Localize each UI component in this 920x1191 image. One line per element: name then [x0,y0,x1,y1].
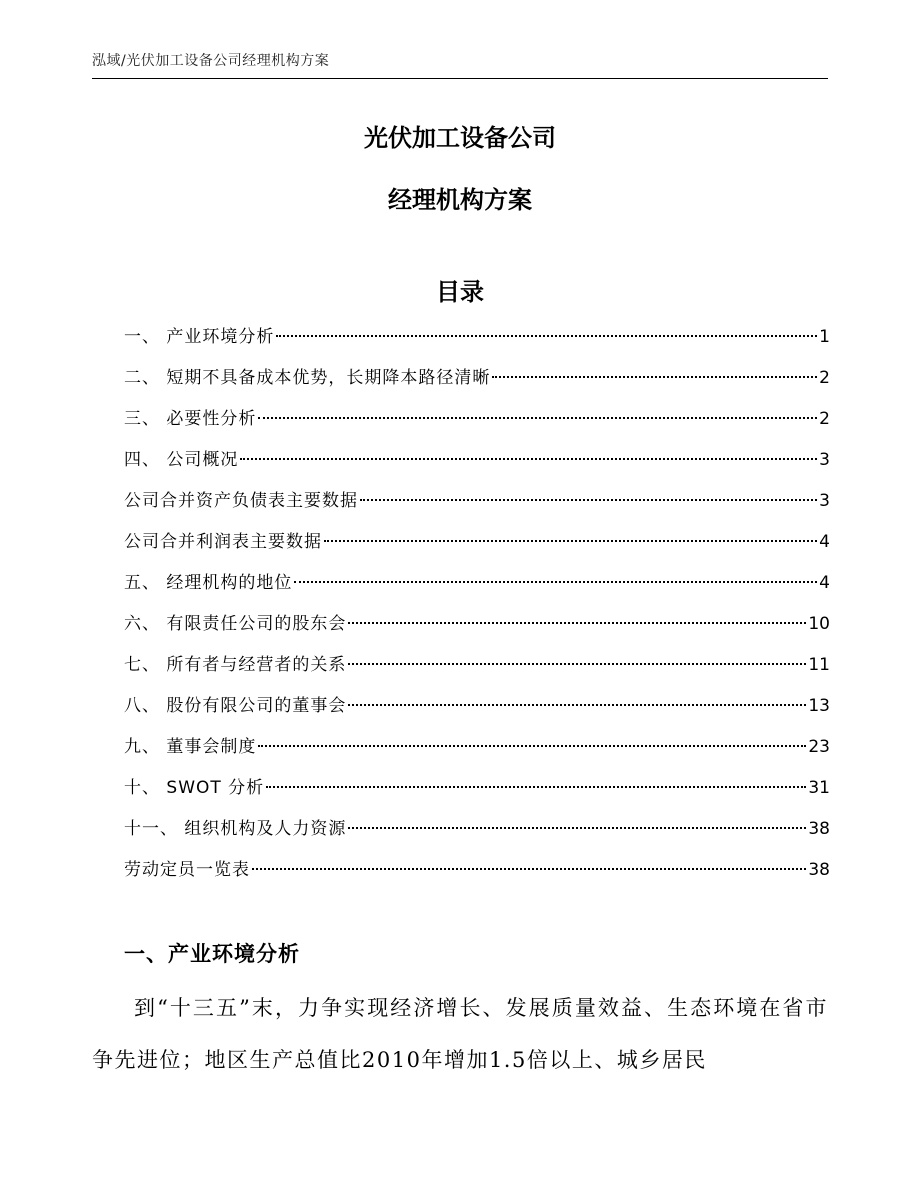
toc-leader-dots [348,827,806,829]
toc-entry-page: 23 [808,737,830,757]
toc-leader-dots [294,581,817,583]
header-divider [92,78,828,79]
toc-entry-label: 七、 所有者与经营者的关系 [124,655,347,675]
toc-entry-page: 11 [808,655,830,675]
toc-entry-page: 4 [819,532,830,552]
toc-entry-page: 4 [819,573,830,593]
toc-entry-label: 公司合并利润表主要数据 [124,532,322,552]
toc-leader-dots [348,704,806,706]
toc-entry-label: 五、 经理机构的地位 [124,573,293,593]
toc-entry-label: 劳动定员一览表 [124,860,250,880]
toc-entry-page: 3 [819,450,830,470]
toc-entry-page: 13 [808,696,830,716]
document-subtitle: 经理机构方案 [388,186,532,214]
toc-entry[interactable] [124,405,830,446]
toc-entry-page: 31 [808,778,830,798]
toc-entry[interactable] [124,323,830,364]
toc-entry-page: 2 [819,368,830,388]
toc-leader-dots [348,663,806,665]
toc-entry-page: 38 [808,819,830,839]
toc-leader-dots [258,745,806,747]
toc-entry-page: 38 [808,860,830,880]
toc-entry[interactable] [124,446,830,487]
toc-entry-label: 二、 短期不具备成本优势，长期降本路径清晰 [124,368,491,388]
toc-entry-label: 公司合并资产负债表主要数据 [124,491,358,511]
toc-leader-dots [252,868,806,870]
table-of-contents [124,323,830,897]
toc-leader-dots [348,622,806,624]
toc-leader-dots [492,376,817,378]
toc-entry[interactable] [124,733,830,774]
toc-leader-dots [276,335,817,337]
toc-leader-dots [324,540,817,542]
toc-entry[interactable] [124,487,830,528]
toc-entry-page: 2 [819,409,830,429]
toc-entry[interactable] [124,856,830,897]
body-paragraph: 到“十三五”末，力争实现经济增长、发展质量效益、生态环境在省市争先进位；地区生产总值比2010年增加1.5倍以上、城乡居民 [92,996,828,1072]
toc-entry[interactable] [124,651,830,692]
toc-heading: 目录 [436,278,484,306]
toc-leader-dots [240,458,817,460]
toc-entry[interactable] [124,610,830,651]
toc-entry-label: 十、 SWOT 分析 [124,778,265,798]
toc-entry-label: 九、 董事会制度 [124,737,257,757]
toc-leader-dots [266,786,806,788]
toc-entry[interactable] [124,774,830,815]
toc-entry-page: 3 [819,491,830,511]
toc-entry-label: 三、 必要性分析 [124,409,257,429]
section-heading: 一、产业环境分析 [124,942,300,966]
toc-entry[interactable] [124,364,830,405]
toc-entry-label: 十一、 组织机构及人力资源 [124,819,347,839]
toc-entry-page: 1 [819,327,830,347]
toc-entry[interactable] [124,569,830,610]
toc-entry-label: 六、 有限责任公司的股东会 [124,614,347,634]
toc-entry[interactable] [124,528,830,569]
toc-entry-label: 四、 公司概况 [124,450,239,470]
running-header: 泓域/光伏加工设备公司经理机构方案 [92,53,330,69]
toc-entry-label: 一、 产业环境分析 [124,327,275,347]
toc-leader-dots [360,499,817,501]
toc-entry[interactable] [124,692,830,733]
toc-entry-label: 八、 股份有限公司的董事会 [124,696,347,716]
toc-leader-dots [258,417,817,419]
document-title: 光伏加工设备公司 [364,124,556,152]
toc-entry[interactable] [124,815,830,856]
toc-entry-page: 10 [808,614,830,634]
